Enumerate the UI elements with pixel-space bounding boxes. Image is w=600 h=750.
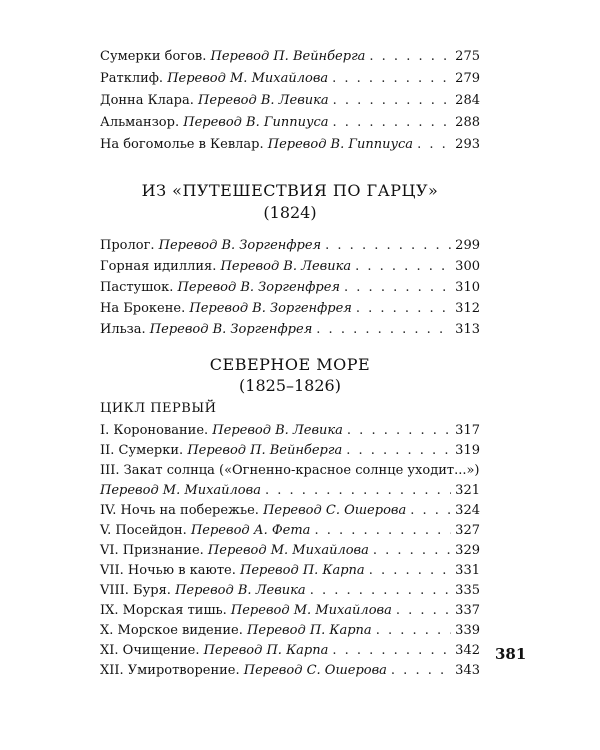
leader-dots (310, 581, 451, 601)
entry-page: 327 (455, 523, 480, 538)
toc-entry[interactable] (100, 69, 480, 89)
toc-entry[interactable] (100, 135, 480, 155)
toc-entry[interactable] (100, 541, 480, 561)
entry-page: 317 (455, 423, 480, 438)
leader-dots (316, 320, 451, 340)
leader-dots (369, 47, 451, 67)
entry-page: 299 (455, 238, 480, 253)
entry-title: I. Коронование. (100, 423, 209, 438)
entry-page: 324 (455, 503, 480, 518)
toc-entry[interactable] (100, 236, 480, 256)
entry-translator: Перевод В. Зоргенфрея (149, 322, 313, 337)
toc-entry[interactable] (100, 257, 480, 277)
leader-dots (346, 441, 451, 461)
toc-entry[interactable] (100, 661, 480, 681)
section-year: (1824) (263, 203, 317, 222)
entry-title: V. Посейдон. (100, 523, 187, 538)
entry-translator: Перевод М. Михайлова (100, 483, 261, 498)
entry-page: 329 (455, 543, 480, 558)
entry-translator: Перевод П. Карпа (240, 563, 365, 578)
leader-dots (417, 135, 451, 155)
entry-title: XII. Умиротворение. (100, 663, 240, 678)
entry-page: 342 (455, 643, 480, 658)
entry-page: 275 (455, 49, 480, 64)
entry-translator: Перевод А. Фета (190, 523, 311, 538)
entry-title: На Брокене. (100, 301, 186, 316)
entry-translator: Перевод П. Карпа (247, 623, 372, 638)
entry-title: Донна Клара. (100, 93, 194, 108)
leader-dots (355, 257, 451, 277)
leader-dots (333, 113, 452, 133)
entry-page: 321 (455, 483, 480, 498)
entry-translator: Перевод С. Ошерова (243, 663, 387, 678)
entry-title: IV. Ночь на побережье. (100, 503, 259, 518)
entry-translator: Перевод В. Гиппиуса (267, 137, 414, 152)
entry-title: Пролог. (100, 238, 155, 253)
entry-page: 343 (455, 663, 480, 678)
section-year: (1825–1826) (239, 376, 341, 395)
leader-dots (356, 299, 451, 319)
entry-translator: Перевод В. Зоргенфрея (177, 280, 341, 295)
section-heading: ИЗ «ПУТЕШЕСТВИЯ ПО ГАРЦУ» (141, 181, 439, 200)
leader-dots (391, 661, 451, 681)
entry-translator: Перевод В. Гиппиуса (183, 115, 329, 130)
entry-page: 310 (455, 280, 480, 295)
entry-title: Сумерки богов. (100, 49, 207, 64)
entry-title: VI. Признание. (100, 543, 204, 558)
entry-translator: Перевод С. Ошерова (263, 503, 407, 518)
entry-title: IX. Морская тишь. (100, 603, 227, 618)
leader-dots (332, 69, 451, 89)
entry-page: 319 (455, 443, 480, 458)
entry-title: VIII. Буря. (100, 583, 171, 598)
entry-translator: Перевод М. Михайлова (167, 71, 329, 86)
entry-translator: Перевод В. Левика (175, 583, 306, 598)
entry-page: 288 (455, 115, 480, 130)
entry-translator: Перевод В. Зоргенфрея (158, 238, 322, 253)
entry-translator: Перевод М. Михайлова (230, 603, 392, 618)
toc-entry[interactable] (100, 481, 480, 501)
leader-dots (373, 541, 451, 561)
toc-entry[interactable] (100, 441, 480, 461)
toc-entry[interactable] (100, 91, 480, 111)
entry-page: 313 (455, 322, 480, 337)
cycle-heading: ЦИКЛ ПЕРВЫЙ (100, 401, 217, 416)
toc-entry[interactable] (100, 501, 480, 521)
entry-translator: Перевод П. Карпа (203, 643, 329, 658)
entry-title: Ратклиф. (100, 71, 164, 86)
leader-dots (369, 561, 451, 581)
entry-page: 331 (455, 563, 480, 578)
toc-entry[interactable] (100, 601, 480, 621)
entry-page: 335 (455, 583, 480, 598)
toc-entry[interactable] (100, 278, 480, 298)
entry-translator: Перевод В. Зоргенфрея (189, 301, 352, 316)
leader-dots (265, 481, 451, 501)
entry-title: Горная идиллия. (100, 259, 217, 274)
toc-entry[interactable] (100, 320, 480, 340)
entry-page: 337 (455, 603, 480, 618)
toc-entry[interactable] (100, 581, 480, 601)
entry-title: Альманзор. (100, 115, 180, 130)
toc-entry[interactable] (100, 521, 480, 541)
entry-title: II. Сумерки. (100, 443, 184, 458)
entry-page: 284 (455, 93, 480, 108)
toc-entry[interactable] (100, 421, 480, 441)
entry-title: На богомолье в Кевлар. (100, 137, 264, 152)
entry-page: 279 (455, 71, 480, 86)
entry-translator: Перевод В. Левика (220, 259, 352, 274)
toc-entry[interactable] (100, 113, 480, 133)
leader-dots (332, 641, 451, 661)
leader-dots (314, 521, 451, 541)
leader-dots (325, 236, 451, 256)
entry-page: 339 (455, 623, 480, 638)
leader-dots (410, 501, 451, 521)
entry-translator: Перевод В. Левика (198, 93, 329, 108)
leader-dots (347, 421, 451, 441)
section-heading: СЕВЕРНОЕ МОРЕ (209, 355, 371, 374)
toc-entry[interactable] (100, 299, 480, 319)
entry-translator: Перевод П. Вейнберга (187, 443, 343, 458)
toc-entry[interactable] (100, 621, 480, 641)
entry-page: 300 (455, 259, 480, 274)
entry-translator: Перевод В. Левика (212, 423, 343, 438)
entry-page: 293 (455, 137, 480, 152)
leader-dots (396, 601, 451, 621)
toc-entry-title-line[interactable]: III. Закат солнца («Огненно-красное солнце уходит...») (100, 463, 480, 478)
entry-title: Пастушок. (100, 280, 174, 295)
entry-page: 312 (455, 301, 480, 316)
toc-entry[interactable] (100, 561, 480, 581)
toc-entry[interactable] (100, 47, 480, 67)
entry-title: VII. Ночью в каюте. (100, 563, 236, 578)
leader-dots (344, 278, 451, 298)
entry-title: Ильза. (100, 322, 146, 337)
page-number: 381 (495, 645, 527, 663)
entry-title: X. Морское видение. (100, 623, 243, 638)
toc-entry[interactable] (100, 641, 480, 661)
entry-translator: Перевод М. Михайлова (207, 543, 369, 558)
entry-translator: Перевод П. Вейнберга (210, 49, 366, 64)
leader-dots (376, 621, 451, 641)
leader-dots (333, 91, 452, 111)
entry-title: XI. Очищение. (100, 643, 200, 658)
